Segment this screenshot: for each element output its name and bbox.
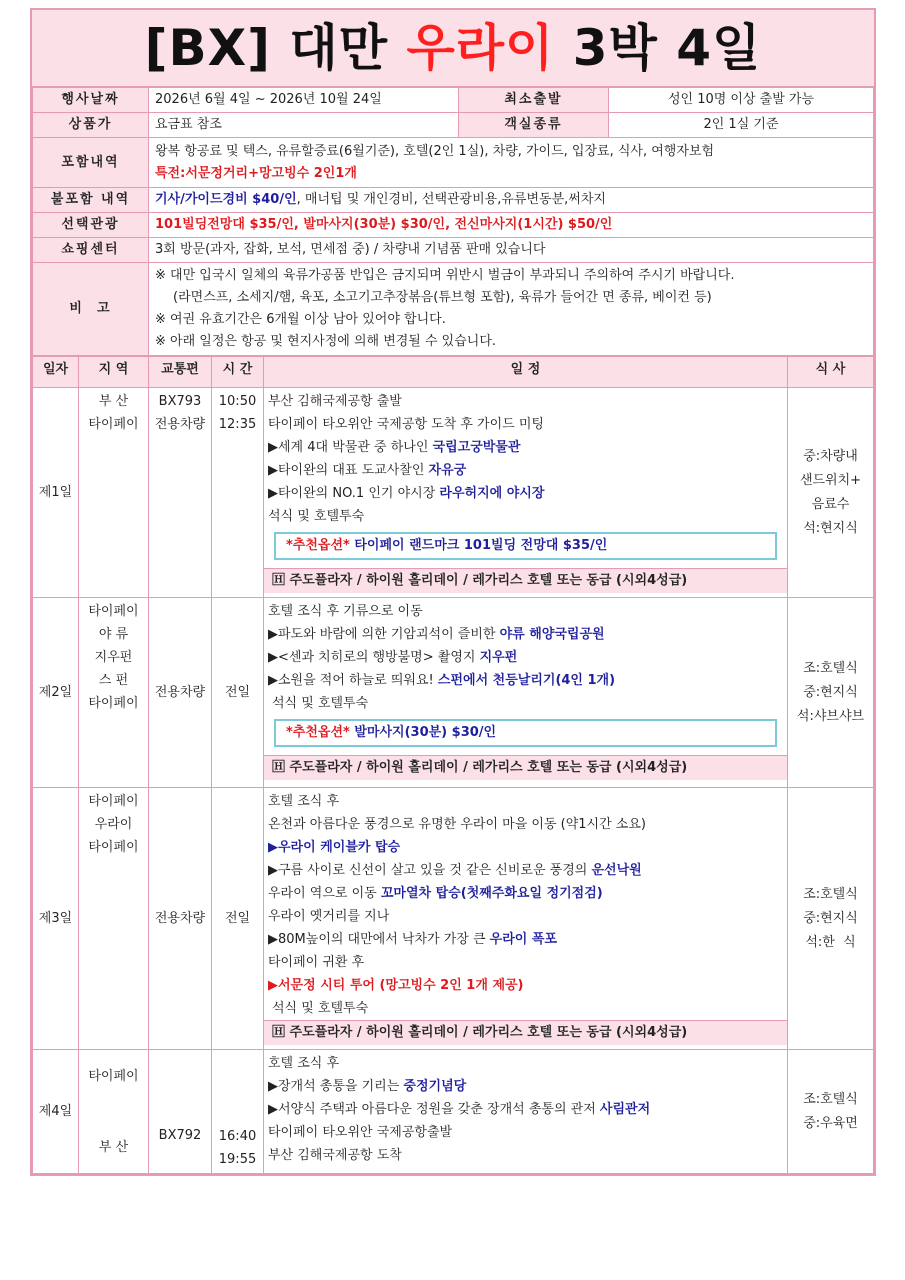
schedule-line: 석식 및 호텔투숙 [268, 509, 365, 524]
highlight-text: 지우펀 [479, 650, 518, 665]
excl-guide-fee: 기사/가이드경비 $40/인 [155, 192, 297, 207]
schedule-line [268, 882, 783, 905]
period-value: 2026년 6월 4일 ~ 2026년 10월 24일 [149, 88, 459, 113]
transport-type: 전용차량 [149, 788, 212, 1050]
schedule-text: ▶파도와 바람에 의한 기암괴석이 즐비한 [268, 627, 500, 642]
meal-item: 중:차량내 [803, 448, 858, 464]
region-name: 타이페이 [88, 1068, 139, 1084]
schedule-cell [264, 1050, 788, 1174]
schedule-line: ▶우라이 케이블카 탑승 [268, 840, 401, 855]
transport-type: 전용차량 [154, 417, 206, 432]
day-row [33, 598, 874, 788]
min-value: 성인 10명 이상 출발 가능 [609, 88, 874, 113]
meal-item: 조:호텔식 [803, 660, 858, 676]
region-name: 타이페이 [88, 696, 139, 711]
schedule-text: ▶<센과 치히로의 행방불명> 촬영지 [268, 650, 480, 665]
schedule-line: 호텔 조식 후 기류으로 이동 [268, 604, 423, 619]
excl-label: 불포함 내역 [33, 188, 149, 213]
title-highlight: 우라이 [406, 19, 555, 77]
header-time: 시 간 [212, 357, 264, 388]
excl-rest: , 매너팁 및 개인경비, 선택관광비용,유류변동분,써차지 [296, 192, 606, 207]
meal-item: 석:현지식 [803, 520, 858, 536]
region-name: 타이페이 [88, 417, 139, 432]
meal-cell [788, 388, 874, 598]
region-cell [79, 388, 149, 598]
region-cell [79, 788, 149, 1050]
region-name: 스 펀 [98, 673, 129, 688]
schedule-line [268, 1098, 783, 1121]
meal-item: 중:현지식 [803, 684, 858, 700]
schedule-line: 부산 김해국제공항 출발 [268, 394, 402, 409]
region-name: 타이페이 [88, 794, 139, 809]
incl-label: 포함내역 [33, 138, 149, 188]
highlight-text: 야류 해양국립공원 [499, 627, 605, 642]
day-row [33, 388, 874, 598]
meal-cell [788, 788, 874, 1050]
highlight-text: 자유궁 [428, 463, 467, 478]
meal-item: 중:우육면 [803, 1115, 858, 1131]
hotel-line [264, 1020, 787, 1045]
schedule-line: 석식 및 호텔투숙 [272, 1001, 369, 1016]
highlight-text: 라우허지에 야시장 [439, 486, 545, 501]
day-label: 제2일 [33, 598, 79, 788]
recommended-option-box [274, 719, 777, 747]
option-tag: *추천옵션* [286, 538, 355, 553]
highlight-text: 꼬마열차 탑승(첫째주화요일 정기점검) [380, 886, 603, 901]
header-day: 일자 [33, 357, 79, 388]
schedule-text: ▶세계 4대 박물관 중 하나인 [268, 440, 433, 455]
hotel-line [264, 755, 787, 780]
time-cell [212, 1050, 264, 1174]
option-text: 타이페이 랜드마크 101빌딩 전망대 $35/인 [354, 538, 608, 553]
incl-line-2: 특전:서문정거리+망고빙수 2인1개 [155, 165, 357, 181]
schedule-cell [264, 388, 788, 598]
excl-value [149, 188, 874, 213]
schedule-line [268, 646, 783, 669]
region-name: 지우펀 [94, 650, 133, 665]
schedule-line: 온천과 아름다운 풍경으로 유명한 우라이 마을 이동 (약1시간 소요) [268, 817, 646, 832]
meal-cell [788, 598, 874, 788]
schedule-line: 타이페이 귀환 후 [268, 955, 365, 970]
header-schedule: 일 정 [264, 357, 788, 388]
opt-value: 101빌딩전망대 $35/인, 발마사지(30분) $30/인, 전신마사지(1시간) $50/인 [149, 213, 874, 238]
time-cell [212, 388, 264, 598]
time-value: 16:40 [218, 1129, 257, 1144]
highlight-text: 사림관저 [599, 1102, 651, 1117]
flight-code: BX792 [149, 1050, 212, 1174]
highlight-text: 중정기념당 [403, 1079, 467, 1094]
schedule-line [268, 482, 783, 505]
day-row [33, 1050, 874, 1174]
region-cell [79, 1050, 149, 1174]
schedule-line: 타이페이 타오위안 국제공항 도착 후 가이드 미팅 [268, 417, 544, 432]
hotel-line [264, 568, 787, 593]
hotel-icon: 🄷 [272, 573, 286, 588]
highlight-text: 국립고궁박물관 [432, 440, 521, 455]
time-value: 전일 [212, 598, 264, 788]
day-row [33, 788, 874, 1050]
day-label: 제3일 [33, 788, 79, 1050]
min-label: 최소출발 [459, 88, 609, 113]
schedule-cell [264, 788, 788, 1050]
meal-item: 중:현지식 [803, 910, 858, 926]
transport-type: 전용차량 [149, 598, 212, 788]
info-table [32, 87, 874, 356]
option-tag: *추천옵션* [286, 725, 355, 740]
schedule-text: ▶소원을 적어 하늘로 띄워요! [268, 673, 438, 688]
schedule-text: ▶서양식 주택과 아름다운 정원을 갖춘 장개석 총통의 관저 [268, 1102, 600, 1117]
header-transport: 교통편 [149, 357, 212, 388]
note-line-4: ※ 아래 일정은 항공 및 현지사정에 의해 변경될 수 있습니다. [155, 334, 497, 349]
day-label: 제4일 [33, 1050, 79, 1174]
hotel-text: 주도플라자 / 하이원 홀리데이 / 레가리스 호텔 또는 동급 (시외4성급) [289, 760, 688, 775]
schedule-text: ▶구름 사이로 신선이 살고 있을 것 같은 신비로운 풍경의 [268, 863, 592, 878]
header-region: 지 역 [79, 357, 149, 388]
period-label: 행사날짜 [33, 88, 149, 113]
price-label: 상품가 [33, 113, 149, 138]
meal-item: 샌드위치+ [799, 472, 862, 488]
option-text: 발마사지(30분) $30/인 [354, 725, 497, 740]
title-prefix: [BX] 대만 [144, 19, 407, 77]
hotel-icon: 🄷 [272, 760, 286, 775]
schedule-text: ▶장개석 총통을 기리는 [268, 1079, 404, 1094]
region-name: 야 류 [98, 627, 129, 642]
note-value [149, 263, 874, 356]
hotel-text: 주도플라자 / 하이원 홀리데이 / 레가리스 호텔 또는 동급 (시외4성급) [289, 573, 688, 588]
opt-label: 선택관광 [33, 213, 149, 238]
schedule-line [268, 459, 783, 482]
meal-item: 석:샤브샤브 [796, 708, 865, 724]
header-meal: 식 사 [788, 357, 874, 388]
time-value: 10:50 [218, 394, 257, 409]
note-line-3: ※ 여권 유효기간은 6개월 이상 남아 있어야 합니다. [155, 312, 446, 327]
meal-cell [788, 1050, 874, 1174]
incl-value [149, 138, 874, 188]
meal-item: 조:호텔식 [803, 1091, 858, 1107]
flight-code: BX793 [158, 394, 202, 409]
region-name: 부 산 [98, 1139, 129, 1155]
schedule-text: ▶80M높이의 대만에서 낙차가 가장 큰 [268, 932, 490, 947]
page-title [32, 10, 874, 87]
schedule-text: ▶타이완의 대표 도교사찰인 [268, 463, 429, 478]
schedule-line: 타이페이 타오위안 국제공항출발 [268, 1125, 453, 1140]
highlight-text: 스펀에서 천등날리기(4인 1개) [437, 673, 616, 688]
incl-line-1: 왕복 항공료 및 텍스, 유류할증료(6월기준), 호텔(2인 1실), 차량, 가이드, 입장료, 식사, 여행자보험 [155, 143, 715, 159]
schedule-line [268, 436, 783, 459]
meal-item: 음료수 [811, 496, 850, 512]
schedule-table [32, 356, 874, 1174]
schedule-line: 우라이 옛거리를 지나 [268, 909, 390, 924]
region-name: 타이페이 [88, 840, 139, 855]
time-value: 전일 [212, 788, 264, 1050]
schedule-line [268, 859, 783, 882]
day-label: 제1일 [33, 388, 79, 598]
schedule-line [268, 669, 783, 692]
region-cell [79, 598, 149, 788]
meal-item: 조:호텔식 [803, 886, 858, 902]
schedule-text: ▶타이완의 NO.1 인기 야시장 [268, 486, 440, 501]
time-value: 19:55 [218, 1152, 257, 1167]
time-value: 12:35 [218, 417, 257, 432]
schedule-line: 호텔 조식 후 [268, 1056, 340, 1071]
shop-value: 3회 방문(과자, 잡화, 보석, 면세점 중) / 차량내 기념품 판매 있습니다 [149, 238, 874, 263]
schedule-line [268, 928, 783, 951]
hotel-icon: 🄷 [272, 1025, 286, 1040]
note-line-1: ※ 대만 입국시 일체의 육류가공품 반입은 금지되며 위반시 벌금이 부과되니 주의하여 주시기 바랍니다. [155, 268, 735, 283]
region-name: 우라이 [94, 817, 133, 832]
schedule-line: ▶서문정 시티 투어 (망고빙수 2인 1개 제공) [268, 978, 524, 993]
itinerary-sheet [30, 8, 876, 1176]
title-suffix: 3박 4일 [554, 19, 762, 77]
schedule-line [268, 623, 783, 646]
schedule-line [268, 1075, 783, 1098]
meal-item: 석:한 식 [805, 934, 856, 950]
price-value: 요금표 참조 [149, 113, 459, 138]
schedule-cell [264, 598, 788, 788]
note-line-2: (라면스프, 소세지/햄, 육포, 소고기고추장볶음(튜브형 포함), 육류가 들어간 면 종류, 베이컨 등) [173, 290, 712, 305]
recommended-option-box [274, 532, 777, 560]
schedule-line: 호텔 조식 후 [268, 794, 340, 809]
note-label: 비 고 [33, 263, 149, 356]
schedule-line: 부산 김해국제공항 도착 [268, 1148, 402, 1163]
transport-cell [149, 388, 212, 598]
room-label: 객실종류 [459, 113, 609, 138]
room-value: 2인 1실 기준 [609, 113, 874, 138]
schedule-line: 석식 및 호텔투숙 [272, 696, 369, 711]
region-name: 타이페이 [88, 604, 139, 619]
highlight-text: 우라이 폭포 [489, 932, 557, 947]
highlight-text: 운선낙원 [591, 863, 642, 878]
hotel-text: 주도플라자 / 하이원 홀리데이 / 레가리스 호텔 또는 동급 (시외4성급) [289, 1025, 688, 1040]
schedule-text: 우라이 역으로 이동 [268, 886, 381, 901]
region-name: 부 산 [98, 394, 129, 409]
shop-label: 쇼핑센터 [33, 238, 149, 263]
